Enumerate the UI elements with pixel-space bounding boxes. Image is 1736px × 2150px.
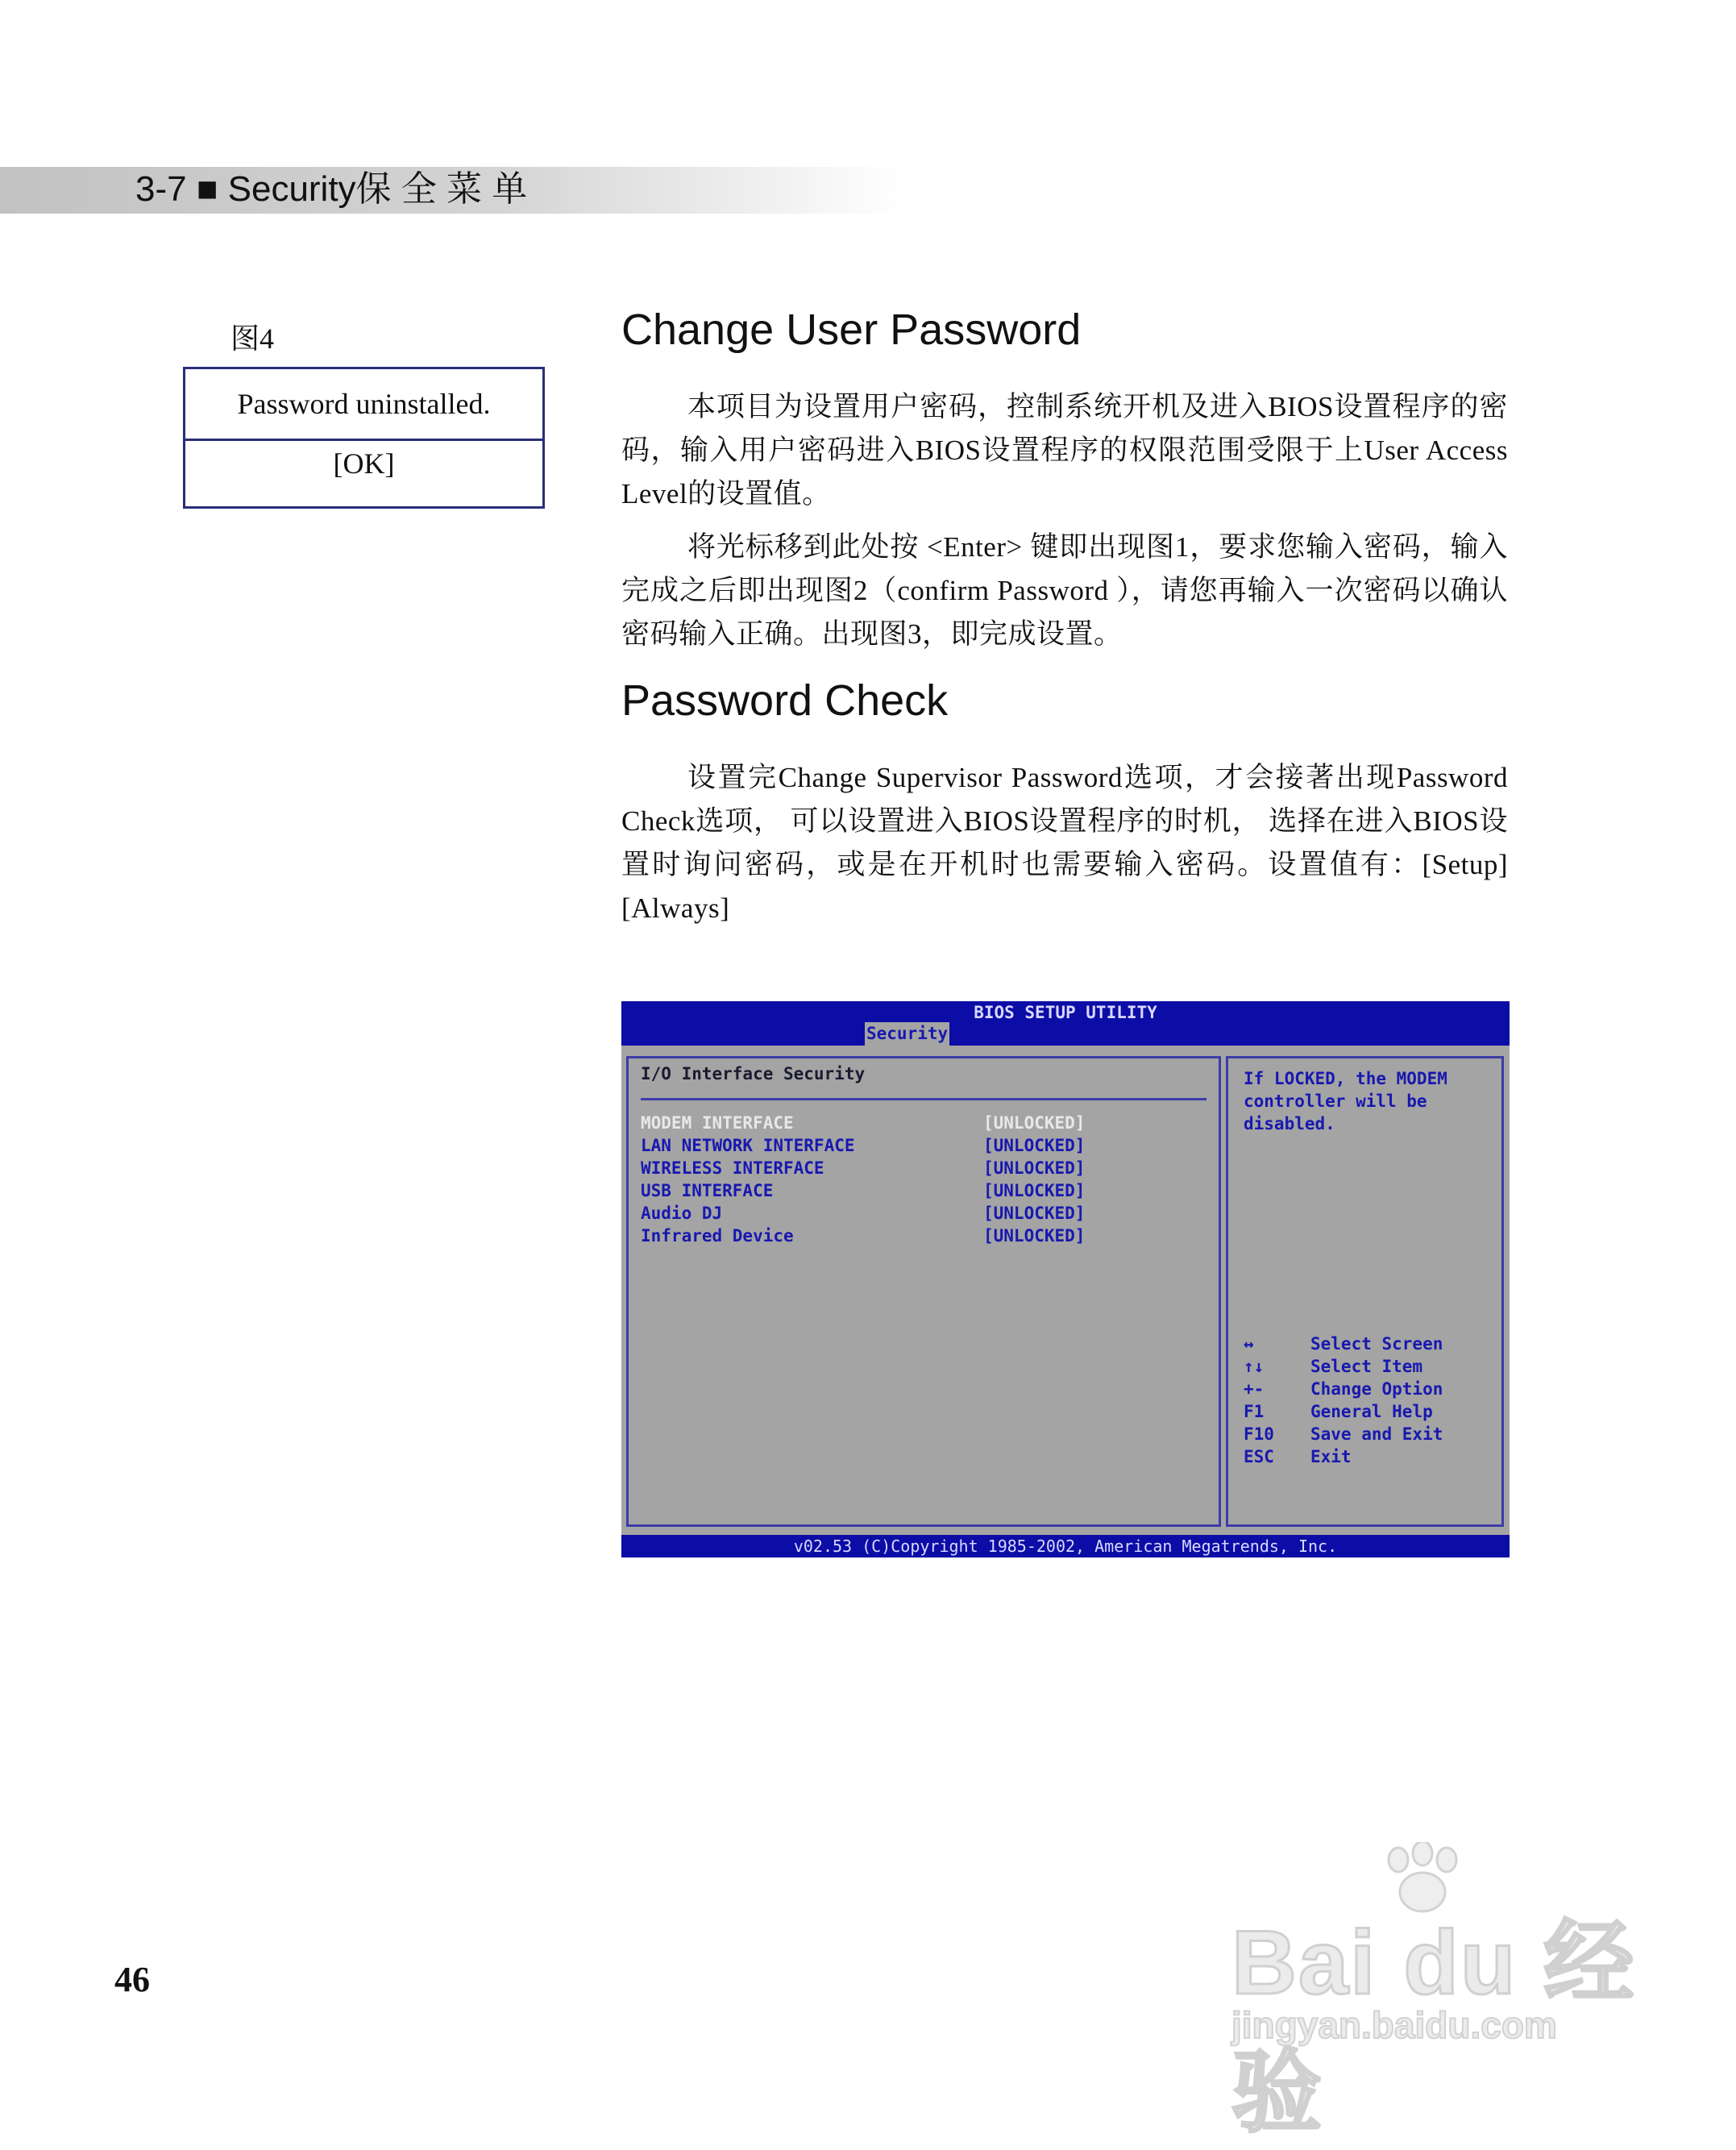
bios-copyright: v02.53 (C)Copyright 1985-2002, American Megatrends, Inc. [793,1537,1338,1556]
option-value: [UNLOCKED] [983,1113,1086,1133]
tab-security[interactable]: Security [865,1022,949,1046]
bios-option-audio-dj[interactable] [641,1204,1205,1226]
key-label: +- [1244,1379,1265,1399]
key-hint-select-screen [1244,1334,1501,1357]
bios-title: BIOS SETUP UTILITY [974,1003,1157,1022]
option-value: [UNLOCKED] [983,1204,1086,1223]
key-description: General Help [1310,1402,1433,1421]
watermark-url: jingyan.baidu.com [1231,2004,1557,2046]
paragraph: 本项目为设置用户密码，控制系统开机及进入BIOS设置程序的密码，输入用户密码进入BIOS设置程序的权限范围受限于上User Access Level的设置值。 [621,391,1508,509]
bios-screenshot [621,1001,1510,1557]
key-label: F1 [1244,1402,1265,1421]
option-value: [UNLOCKED] [983,1136,1086,1155]
option-value: [UNLOCKED] [983,1181,1086,1200]
section-title: 3-7 ■ Security保 全 菜 单 [135,169,528,209]
bios-option-usb-interface[interactable] [641,1181,1205,1204]
divider [641,1098,1206,1100]
paragraph: 设置完Change Supervisor Password选项，才会接著出现Password Check选项， 可以设置进入BIOS设置程序的时机， 选择在进入BIOS设置时询问密码，或是在开机时也需要输入密码。设置值有：[Setup] [Always] [621,762,1508,924]
option-label: LAN NETWORK INTERFACE [641,1136,855,1155]
bios-help-text: If LOCKED, the MODEM controller will be disabled. [1244,1069,1447,1133]
key-hint-general-help [1244,1402,1501,1424]
bios-option-lan-network-interface[interactable] [641,1136,1205,1158]
key-description: Change Option [1310,1379,1443,1399]
option-label: Infrared Device [641,1226,794,1246]
option-label: Audio DJ [641,1204,723,1223]
heading-change-user-password: Change User Password [621,306,1082,354]
page-number: 46 [114,1960,150,1999]
option-value: [UNLOCKED] [983,1226,1086,1246]
figure-4-label: 图4 [230,322,275,355]
bios-option-modem-interface[interactable] [641,1113,1205,1136]
key-hint-select-item [1244,1357,1501,1379]
option-value: [UNLOCKED] [983,1158,1086,1178]
option-label: WIRELESS INTERFACE [641,1158,824,1178]
key-description: Save and Exit [1310,1424,1443,1444]
baidu-watermark [1225,1842,1644,2143]
key-description: Exit [1310,1447,1352,1466]
watermark-logo-text: Bai du 经验 [1231,1912,1636,2143]
option-label: MODEM INTERFACE [641,1113,794,1133]
key-label: ESC [1244,1447,1274,1466]
key-label: ↔ [1244,1334,1254,1354]
bios-option-wireless-interface[interactable] [641,1158,1205,1181]
key-hint-save-and-exit [1244,1424,1501,1447]
paragraph: 将光标移到此处按 <Enter> 键即出现图1，要求您输入密码，输入完成之后即出现图2（confirm Password ），请您再输入一次密码以确认密码输入正确。出现图3，即完成设置。 [621,531,1508,650]
key-description: Select Item [1310,1357,1423,1376]
key-label: ↑↓ [1244,1357,1265,1376]
heading-password-check: Password Check [621,676,949,725]
password-uninstalled-dialog [183,367,545,509]
key-hint-exit [1244,1447,1501,1470]
option-label: USB INTERFACE [641,1181,774,1200]
ok-button[interactable]: [OK] [333,447,395,480]
bios-option-infrared-device[interactable] [641,1226,1205,1249]
bios-panel-heading: I/O Interface Security [641,1064,866,1083]
key-hint-change-option [1244,1379,1501,1402]
dialog-message: Password uninstalled. [185,369,542,441]
key-label: F10 [1244,1424,1274,1444]
key-description: Select Screen [1310,1334,1443,1354]
